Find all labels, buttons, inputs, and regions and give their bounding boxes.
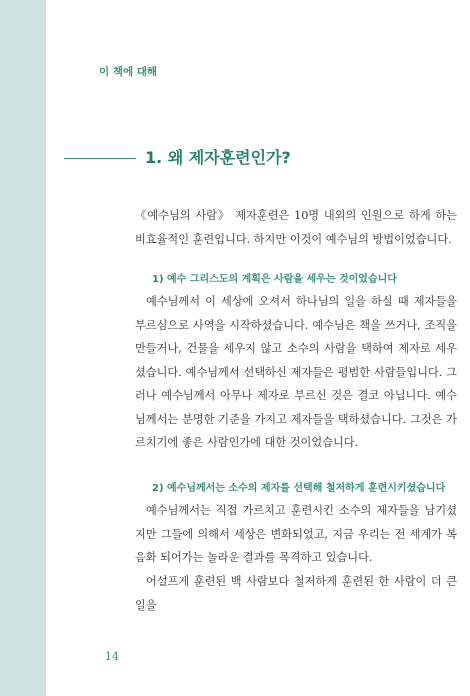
book-page bbox=[46, 0, 470, 696]
section1-paragraph: 예수님께서 이 세상에 오셔서 하나님의 일을 하실 때 제자들을 부르심으로 사역을 시작하셨습니다. 예수님은 책을 쓰거나, 조직을 만들거나, 건물을 세우지 않고 소수의 사람을 택하여 제자로 세우셨습니다. 예수님께서 선택하신 제자들은 평범한 사람들입니다. 그러나 예수님께서 아무나 제자로 부르신 것은 결코 아닙니다. 예수님께서는 분명한 기준을 가지고 제자들을 택하셨습니다. 그것은 가르치기에 좋은 사람인가에 대한 것이었습니다. bbox=[135, 295, 457, 449]
chapter-title: 1. 왜 제자훈련인가? bbox=[145, 148, 291, 167]
chapter-rule bbox=[64, 158, 136, 159]
running-head: 이 책에 대해 bbox=[99, 66, 158, 78]
section2-heading: 2) 예수님께서는 소수의 제자를 선택해 철저하게 훈련시키셨습니다 bbox=[152, 483, 446, 494]
intro-paragraph: 《예수님의 사람》 제자훈련은 10명 내외의 인원으로 하게 하는 비효율적인 훈련입니다. 하지만 이것이 예수님의 방법이었습니다. bbox=[135, 209, 457, 246]
page-number: 14 bbox=[105, 650, 119, 663]
section1-heading: 1) 예수 그리스도의 계획은 사람을 세우는 것이었습니다 bbox=[152, 274, 397, 285]
section2-paragraph-2: 어설프게 훈련된 백 사람보다 철저하게 훈련된 한 사람이 더 큰일을 bbox=[135, 575, 457, 612]
section2-paragraph-1: 예수님께서는 직접 가르치고 훈련시킨 소수의 제자들을 남기셨지만 그들에 의해서 세상은 변화되었고, 지금 우리는 전 세계가 복음화 되어가는 놀라운 결과를 목격하고 있습니다. bbox=[135, 504, 457, 564]
